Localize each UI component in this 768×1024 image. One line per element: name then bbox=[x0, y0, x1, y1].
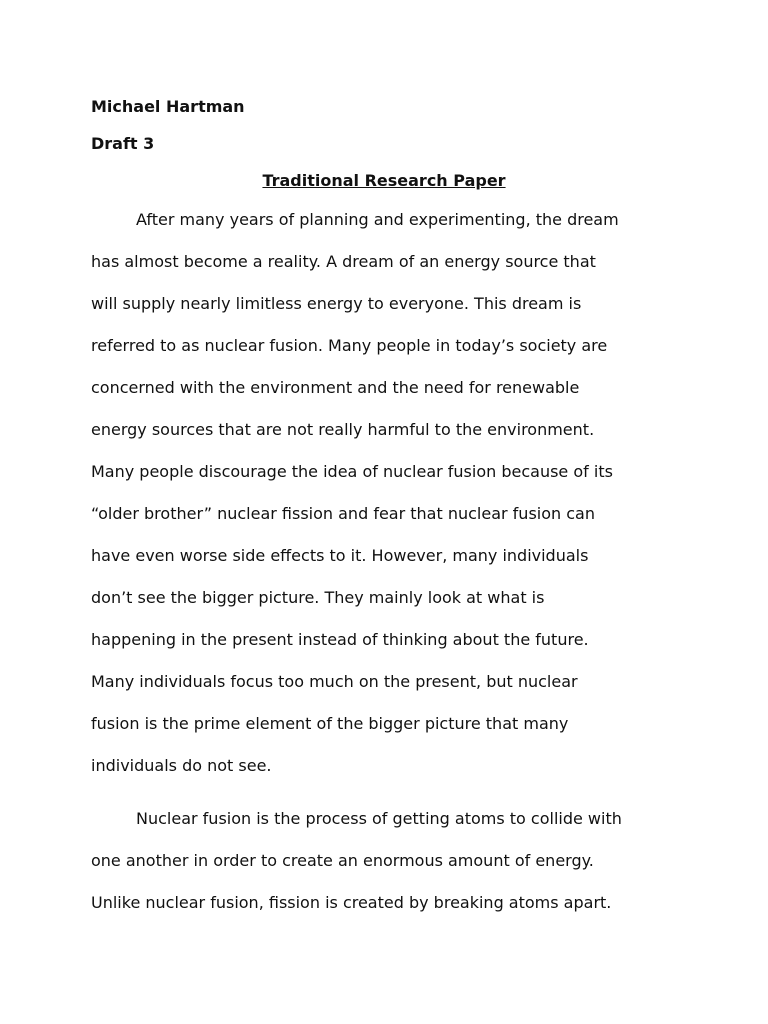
paragraph-2 bbox=[91, 798, 691, 924]
text-line: fusion is the prime element of the bigger picture that many bbox=[91, 714, 569, 733]
text-line: energy sources that are not really harmful to the environment. bbox=[91, 420, 595, 439]
paper-title bbox=[91, 162, 677, 199]
text-line: Many people discourage the idea of nuclear fusion because of its bbox=[91, 462, 613, 481]
text-line: After many years of planning and experimenting, the dream bbox=[136, 210, 619, 229]
text-line: will supply nearly limitless energy to everyone. This dream is bbox=[91, 294, 582, 313]
draft-label: Draft 3 bbox=[91, 134, 155, 153]
paper-title-text: Traditional Research Paper bbox=[262, 171, 506, 190]
text-line: Unlike nuclear fusion, fission is created by breaking atoms apart. bbox=[91, 893, 612, 912]
text-line: have even worse side effects to it. However, many individuals bbox=[91, 546, 589, 565]
text-line: don’t see the bigger picture. They mainly look at what is bbox=[91, 588, 545, 607]
text-line: concerned with the environment and the need for renewable bbox=[91, 378, 580, 397]
text-line: happening in the present instead of thinking about the future. bbox=[91, 630, 589, 649]
text-line: Many individuals focus too much on the present, but nuclear bbox=[91, 672, 578, 691]
document-body bbox=[91, 88, 691, 924]
text-line: “older brother” nuclear fission and fear that nuclear fusion can bbox=[91, 504, 595, 523]
paragraph-1 bbox=[91, 199, 691, 787]
text-line: has almost become a reality. A dream of an energy source that bbox=[91, 252, 596, 271]
text-line: referred to as nuclear fusion. Many people in today’s society are bbox=[91, 336, 608, 355]
author-name: Michael Hartman bbox=[91, 97, 245, 116]
text-line: one another in order to create an enormous amount of energy. bbox=[91, 851, 594, 870]
text-line: Nuclear fusion is the process of getting atoms to collide with bbox=[136, 809, 622, 828]
text-line: individuals do not see. bbox=[91, 756, 272, 775]
